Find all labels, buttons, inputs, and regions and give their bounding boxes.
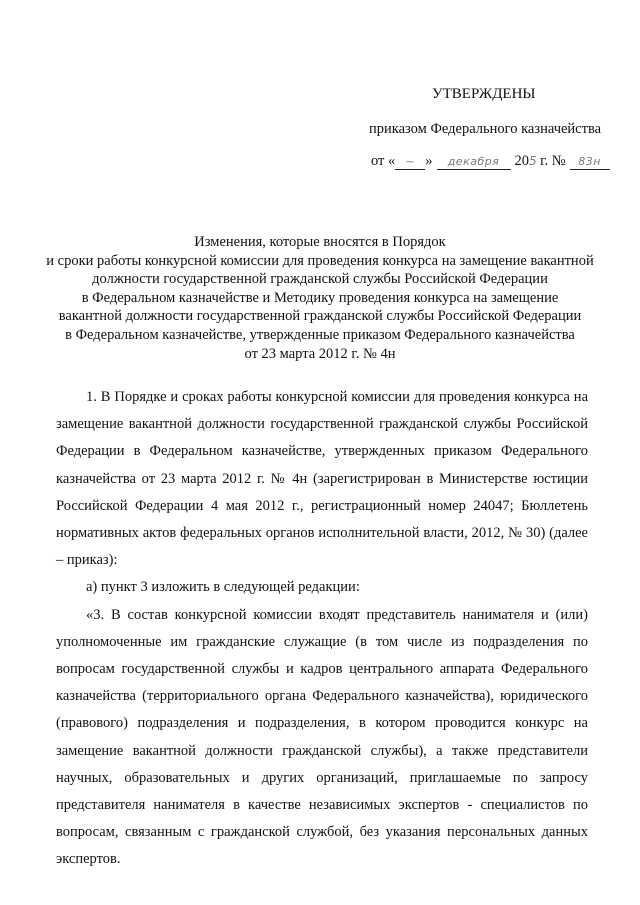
approval-heading: УТВЕРЖДЕНЫ — [432, 86, 536, 102]
title-line: в Федеральном казначействе, утвержденные приказом Федерального казначейства — [65, 326, 575, 343]
document-title — [40, 233, 600, 363]
date-mid: » — [425, 153, 433, 169]
title-line: от 23 марта 2012 г. № 4н — [244, 345, 396, 362]
document-body — [56, 384, 588, 874]
date-prefix: от « — [371, 153, 396, 169]
title-line: и сроки работы конкурсной комиссии для проведения конкурса на замещение вакантной — [46, 252, 594, 269]
paragraph-amendment-1: 1. В Порядке и сроках работы конкурсной комиссии для проведения конкурса на замещение вакантной должности государственной гражданской службы Российской Федерации в Федеральном казначействе, утвержденных приказом Федерального казначейства от 23 марта 2012 г. № 4н (зарегистрирован в Министерстве юстиции Российской Федерации 4 мая 2012 г., регистрационный номер 24047; Бюллетень нормативных актов федеральных органов исполнительной власти, 2012, № 30) (далее – приказ): — [56, 389, 588, 569]
handwritten-day: ~ — [395, 155, 425, 170]
approval-authority: приказом Федерального казначейства — [369, 121, 602, 137]
handwritten-month: декабря — [437, 155, 511, 170]
title-line: вакантной должности государственной гражданской службы Российской Федерации — [58, 308, 582, 325]
title-line: Изменения, которые вносятся в Порядок — [194, 234, 446, 250]
title-line: в Федеральном казначействе и Методику проведения конкурса на замещение — [81, 289, 559, 306]
handwritten-year: 5 — [529, 154, 538, 168]
approval-date-line — [371, 153, 610, 170]
number-prefix: г. № — [540, 153, 566, 169]
handwritten-number: 83н — [570, 155, 610, 170]
paragraph-item-3: «3. В состав конкурсной комиссии входят представитель нанимателя и (или) уполномоченные им гражданские служащие (в том числе из подразделения по вопросам государственной службы и кадров центрального аппарата Федерального казначейства (территориального органа Федерального казначейства), юридического (правового) подразделения и подразделения, в котором проводится конкурс на замещение вакантной должности гражданской службы), а также представители научных, образовательных и других организаций, приглашаемые по запросу представителя нанимателя в качестве независимых экспертов - специалистов по вопросам, связанным с гражданской службой, без указания персональных данных экспертов. — [56, 606, 588, 868]
title-line: должности государственной гражданской службы Российской Федерации — [92, 271, 548, 288]
year-prefix: 20 — [514, 153, 530, 169]
paragraph-subitem-a: а) пункт 3 изложить в следующей редакции: — [86, 579, 360, 596]
